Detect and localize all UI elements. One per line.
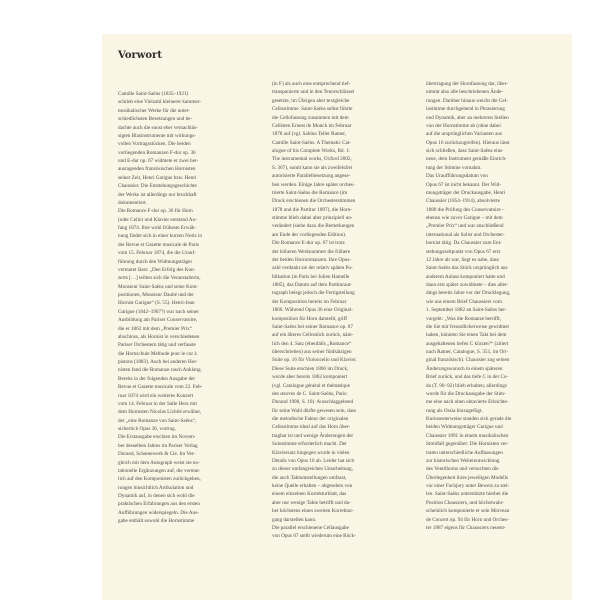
- text-line: transponierte und in den Tenorschlüssel: [272, 89, 355, 96]
- text-line: len. Saint-Saëns unterstützte hierbei die: [426, 491, 509, 498]
- text-line: tung der Stimme vornahm.: [426, 164, 482, 171]
- text-line: Revue et Gazette musicale vom 22. Feb-: [118, 384, 203, 391]
- text-line: Suite op. 16 für Violoncello und Klavier.: [272, 357, 357, 364]
- text-line: überschrieben) aus seiner fünfsätzigen: [272, 349, 352, 355]
- text-line: da (T. 90–92) blieb erhalten; allerdings: [426, 382, 507, 389]
- text-line: zahl verdankt sie der relativ späten Pu-: [272, 265, 353, 272]
- text-line: lich auf den Komponisten zurückgehen,: [118, 476, 201, 483]
- text-line: Brief zurück, und das tiefe C in der Co-: [426, 374, 509, 381]
- text-line: Änderungswunsch in einem späteren: [426, 365, 503, 372]
- text-line: Saint-Saëns das Stück ursprünglich aus: [426, 265, 508, 272]
- text-line: der Komposition bereits im Februar: [272, 298, 347, 305]
- text-line: haben, könnten Sie einen Takt bei dem: [426, 332, 507, 339]
- text-line: ausgehaltenen tiefen C kürzen?“ (zitiert: [426, 340, 509, 347]
- text-line: vorliegenden Romanzen F-dur op. 36: [118, 149, 196, 156]
- text-line: Die Romance F-dur op. 36 für Horn: [118, 208, 193, 215]
- text-line: mungsträger der Druckausgabe, Henri: [426, 189, 506, 196]
- text-line: 1880 die Prüfung des Conservatoire –: [426, 206, 505, 213]
- text-line: Dynamik auf, in denen sich wohl die: [118, 493, 195, 499]
- text-column-3: [426, 80, 562, 532]
- text-line: Die parallel erschienene Cellausgabe: [272, 524, 349, 531]
- text-line: Cellisten Ernest de Munck im Februar: [272, 122, 352, 129]
- text-line: tragbar ist und wenige Änderungen der: [272, 432, 354, 439]
- text-line: auf die ursprünglichen Varianten aus: [426, 131, 502, 138]
- text-line: 1878 und die Partitur 1897), die Horn-: [272, 206, 352, 213]
- text-line: schrieb eine Vielzahl kleinerer kammer-: [118, 99, 202, 106]
- text-line: zerts […] teilten sich die Veranstalterin,: [118, 275, 201, 282]
- text-line: Klaviersatz hingegen wurde in vielen: [272, 449, 350, 456]
- text-line: nimmt also alle beschriebenen Ände-: [426, 89, 504, 96]
- text-line: wurde aber bereits 1862 komponiert: [272, 374, 348, 381]
- text-line: die auch Taktumstellungen umfasst,: [272, 474, 347, 481]
- text-line: ausragenden französischen Hornisten: [118, 166, 196, 173]
- text-line: neue, dem Instrument gemäße Einrich-: [426, 156, 507, 163]
- text-line: tograph belegt jedoch die Fertigstellung: [272, 290, 355, 297]
- text-line: trierte Saint-Saëns die Romance (im: [272, 189, 348, 196]
- text-line: von der Hornstimme ab (ohne dabei: [426, 122, 501, 129]
- text-line: Camille Saint-Saëns. A Thematic Cat-: [272, 139, 351, 146]
- text-line: Ausbildung am Pariser Conservatoire,: [118, 317, 198, 324]
- text-line: (vgl. Catalogue général et thématique: [272, 382, 350, 389]
- text-line: me eine nach oben oktavierte Erleichte-: [426, 399, 509, 406]
- text-line: positionen, Monsieur Daubé und der: [118, 292, 194, 298]
- text-line: 1. September 1882 an Saint-Saëns her-: [426, 307, 507, 314]
- text-line: dem Hornisten Nicolas Lichtlé erwähnt,: [118, 409, 202, 416]
- text-line: fang 1874. Ihre wohl früheste Erwäh-: [118, 225, 197, 231]
- text-line: Monsieur Saint-Saëns und seine Kom-: [118, 283, 199, 290]
- text-line: die melodische Faktur der originalen: [272, 416, 349, 422]
- text-line: 12 Jahre alt war, liegt es nahe, dass: [426, 256, 499, 263]
- text-line: sich schließen, dass Saint-Saëns eine: [426, 148, 503, 154]
- text-line: „Premier Prix“ und war anschließend: [426, 223, 504, 230]
- text-line: (in F) als auch eine entsprechend tief-: [272, 81, 351, 87]
- text-line: vor einer Fachjury unter Beweis zu stel-: [426, 483, 510, 489]
- text-line: (oder Cello) und Klavier entstand An-: [118, 216, 197, 223]
- text-line: die Sie mir freundlicherweise gewidmet: [426, 323, 509, 330]
- text-line: Garigue (1842–1907?) war nach seiner: [118, 308, 199, 315]
- text-line: gesetzte, im Übrigen aber textgleiche: [272, 97, 350, 104]
- text-line: Cellostimme ideal auf das Horn über-: [272, 424, 351, 431]
- text-line: der höheren Werknummer die frühere: [272, 248, 351, 255]
- text-line: einem einzelnen Korrekturblatt, das: [272, 491, 347, 498]
- text-line: Kuriosesterweise standen sich gerade die: [426, 416, 512, 422]
- text-line: autorisierte Parallelbesetzung angese-: [272, 173, 351, 180]
- text-line: schiedlichsten Besetzungen und be-: [118, 116, 193, 123]
- text-line: des œuvres de C. Saint-Saëns, Paris:: [272, 390, 348, 397]
- preface-page: [102, 34, 572, 600]
- text-line: zu dieser umfangreichen Umarbeitung,: [272, 466, 353, 473]
- text-line: der beiden Hornromanzen. Ihre Opus-: [272, 256, 352, 263]
- text-line: 1885), das Datum auf dem Partituraut-: [272, 282, 353, 288]
- text-line: tationelle Ergänzungen auf, die vermut-: [118, 467, 201, 474]
- text-line: anderem Anlass komponiert hatte und: [426, 273, 505, 280]
- text-line: übertragung der Hornfassung dar, über-: [426, 81, 508, 87]
- text-line: aber nur wenige Takte betrifft und da-: [272, 499, 351, 506]
- text-line: Position Chaussiers, und höchstwahr-: [426, 499, 504, 506]
- text-line: pistons (1883). Auch bei anderen Hor-: [118, 359, 198, 365]
- text-line: verändert (siehe dazu die Bemerkungen: [272, 223, 355, 230]
- text-line: wie aus einem Brief Chaussiers vom: [426, 298, 502, 305]
- text-line: ebenso wie zuvor Garigue – mit dem: [426, 215, 503, 221]
- text-line: Saint-Saëns bei seiner Romance op. 67: [272, 323, 353, 330]
- text-line: ber desselben Jahres im Pariser Verlag: [118, 442, 198, 449]
- text-line: vermutet lässt: „Den Erfolg des Kon-: [118, 266, 196, 273]
- text-line: wurde für die Druckausgabe der Stim-: [426, 390, 506, 397]
- text-line: Solostimme erforderlich macht. Der: [272, 441, 347, 448]
- text-line: Chaussier (1854–1914), absolvierte: [426, 198, 500, 205]
- text-line: dings bereits Jahre vor der Drucklegung,: [426, 290, 511, 297]
- text-line: seiner Zeit, Henri Garigue bzw. Henri: [118, 174, 197, 181]
- text-column-2: [272, 80, 408, 541]
- text-line: Opus 16 zurückzugreifen). Hieraus lässt: [426, 139, 510, 146]
- text-line: die Cellofassung zusammen mit dem: [272, 114, 349, 121]
- text-line: abschloss, als Hornist in verschiedenen: [118, 333, 200, 340]
- text-line: Streitfall gegenüber: Die Hornisten ver-: [426, 441, 509, 448]
- text-line: dann erst später zuwidmete – dies aller-: [426, 282, 509, 288]
- text-line: keine Quelle erhalten – abgesehen von: [272, 483, 353, 489]
- text-line: und Dynamik, aber an mehreren Stellen: [426, 114, 509, 121]
- text-line: nisten fand die Romanze rasch Anklang.: [118, 367, 202, 374]
- text-line: vom 14. Februar in der Salle Herz mit: [118, 400, 197, 407]
- text-line: blikation (in Paris bei Julien Hamelle: [272, 273, 350, 280]
- text-line: der „eine Romanze von Saint-Saëns“,: [118, 417, 197, 424]
- text-line: scheinlich komponierte er sein Morceau: [426, 508, 510, 515]
- text-line: beiden Widmungsträger Garigue und: [426, 424, 503, 431]
- text-line: sigten Blasinstrumente mit wirkungs-: [118, 132, 196, 139]
- text-line: komposition für Horn darstellt, griff: [272, 315, 347, 322]
- text-line: vorgeht: „Was die Romanze betrifft,: [426, 315, 502, 322]
- text-line: führung durch den Widmungsträger: [118, 258, 193, 265]
- text-line: Die Erstausgabe erschien im Novem-: [118, 434, 196, 441]
- text-line: hen werden. Einige Jahre später orches-: [272, 181, 355, 188]
- text-line: Chaussier 1891 in einem musikalischen: [426, 432, 509, 439]
- text-line: her höchstens einen zweiten Korrektur-: [272, 508, 354, 515]
- text-line: Das Uraufführungsdatum von: [426, 173, 488, 180]
- text-line: für seine Wahl dürfte gewesen sein, dass: [272, 407, 357, 414]
- text-line: gleich mit dem Autograph weist sie no-: [118, 459, 200, 466]
- text-line: Die Romance E-dur op. 67 ist trotz: [272, 240, 345, 247]
- text-line: Durand, Schœnewerk & Cie. Im Ver-: [118, 451, 196, 458]
- text-line: Chaussier. Die Entstehungsgeschichte: [118, 183, 197, 190]
- text-line: 1866. Während Opus 36 eine Original-: [272, 307, 353, 314]
- page-title: Vorwort: [118, 50, 162, 61]
- text-line: S. 367), somit kann sie als zweifelsfrei: [272, 164, 353, 171]
- text-line: Pariser Orchestern tätig und verfasste: [118, 342, 196, 349]
- text-line: lostimme durchgehend in Phrasierung: [426, 106, 505, 113]
- text-line: ruar 1874 wird ein weiteres Konzert: [118, 392, 194, 399]
- text-line: lich den 4. Satz (ebenfalls „Romance“: [272, 340, 352, 347]
- text-line: nung findet sich in einer kurzen Notiz in: [118, 233, 202, 240]
- text-line: Cellostimme. Saint-Saëns selbst führte: [272, 106, 353, 113]
- text-line: auf ein älteres Cellostück zurück, näm-: [272, 332, 354, 339]
- text-line: hornist tätig. Da Chaussier zum Ent-: [426, 240, 502, 247]
- text-line: gabe enthält sowohl die Hornstimme: [118, 518, 195, 525]
- text-line: stehungszeitpunkt von Opus 67 erst: [426, 248, 501, 255]
- text-line: der Revue et Gazette musicale de Paris: [118, 241, 199, 248]
- text-line: Durand 1908, S. 10). Ausschlaggebend: [272, 399, 354, 406]
- text-line: rungen hinsichtlich Artikulation und: [118, 484, 194, 491]
- text-line: und E-dur op. 67 widmete er zwei her-: [118, 158, 199, 164]
- text-line: musikalischer Werke für die unter-: [118, 107, 190, 114]
- text-line: Aufführungen widerspiegeln. Die Aus-: [118, 509, 199, 516]
- text-line: am Ende der vorliegenden Edition).: [272, 231, 347, 238]
- text-line: rungen. Darüber hinaus weicht die Cel-: [426, 97, 508, 104]
- text-line: Opus 67 ist nicht bekannt. Der Wid-: [426, 181, 502, 188]
- text-line: ginal französisch). Chaussier zog seinen: [426, 357, 510, 364]
- text-line: von Opus 67 stellt wiederum eine Rück-: [272, 533, 356, 540]
- text-line: traten unterschiedliche Auffassungen: [426, 449, 503, 456]
- text-line: dokumentiert.: [118, 199, 147, 206]
- text-line: Überlegenheit ihres jeweiligen Modells: [426, 474, 508, 481]
- text-line: des Ventilhorns und versuchten die: [426, 466, 499, 473]
- text-line: The instrumental works, Oxford 2002,: [272, 156, 352, 163]
- text-line: nach Ratner, Catalogue, S. 351, im Ori-: [426, 349, 509, 355]
- text-line: die er 1862 mit dem „Premier Prix“: [118, 325, 193, 332]
- text-line: international als Solist und Orchester-: [426, 231, 505, 238]
- text-line: stimme blieb dabei aber prinzipiell un-: [272, 215, 353, 221]
- text-line: Hornist Garigue“ (S. 55). Henri-Jean: [118, 300, 195, 307]
- text-line: gang darstellen kann.: [272, 516, 317, 523]
- text-line: sicherlich Opus 36, vortrug.: [118, 426, 177, 432]
- text-line: Details von Opus 16 ab. Leider hat sich: [272, 457, 355, 464]
- text-line: Bereits in der folgenden Ausgabe der: [118, 375, 196, 382]
- text-line: die Hornschule Méthode pour le cor à: [118, 350, 197, 357]
- text-line: de Concert op. 94 für Horn und Orches-: [426, 516, 509, 523]
- text-line: dachte auch die sonst eher vernachläs-: [118, 124, 198, 131]
- text-line: 1878 auf (vgl. Sabina Teller Ratner,: [272, 131, 347, 138]
- text-line: vollen Vortragsstücken. Die beiden: [118, 141, 191, 148]
- text-line: vom 15. Februar 1874, die die Urauf-: [118, 250, 196, 257]
- text-line: Camille Saint-Saëns (1835–1921): [118, 91, 189, 97]
- text-line: der Werke ist allerdings nur bruchhaft: [118, 191, 197, 198]
- text-line: praktischen Erfahrungen aus den ersten: [118, 501, 200, 508]
- text-line: alogue of his Complete Works, Bd. 1:: [272, 148, 351, 154]
- text-line: Diese Suite erschien 1866 im Druck,: [272, 365, 349, 372]
- text-line: Druck erschienen die Orchesterstimmen: [272, 198, 356, 205]
- text-column-1: [118, 90, 254, 526]
- text-line: ter 1887 eigens für Chaussiers neuent-: [426, 524, 506, 531]
- text-line: zur historischen Weiterentwicklung: [426, 457, 500, 464]
- text-line: rung als Ossia hinzugefügt.: [426, 407, 483, 414]
